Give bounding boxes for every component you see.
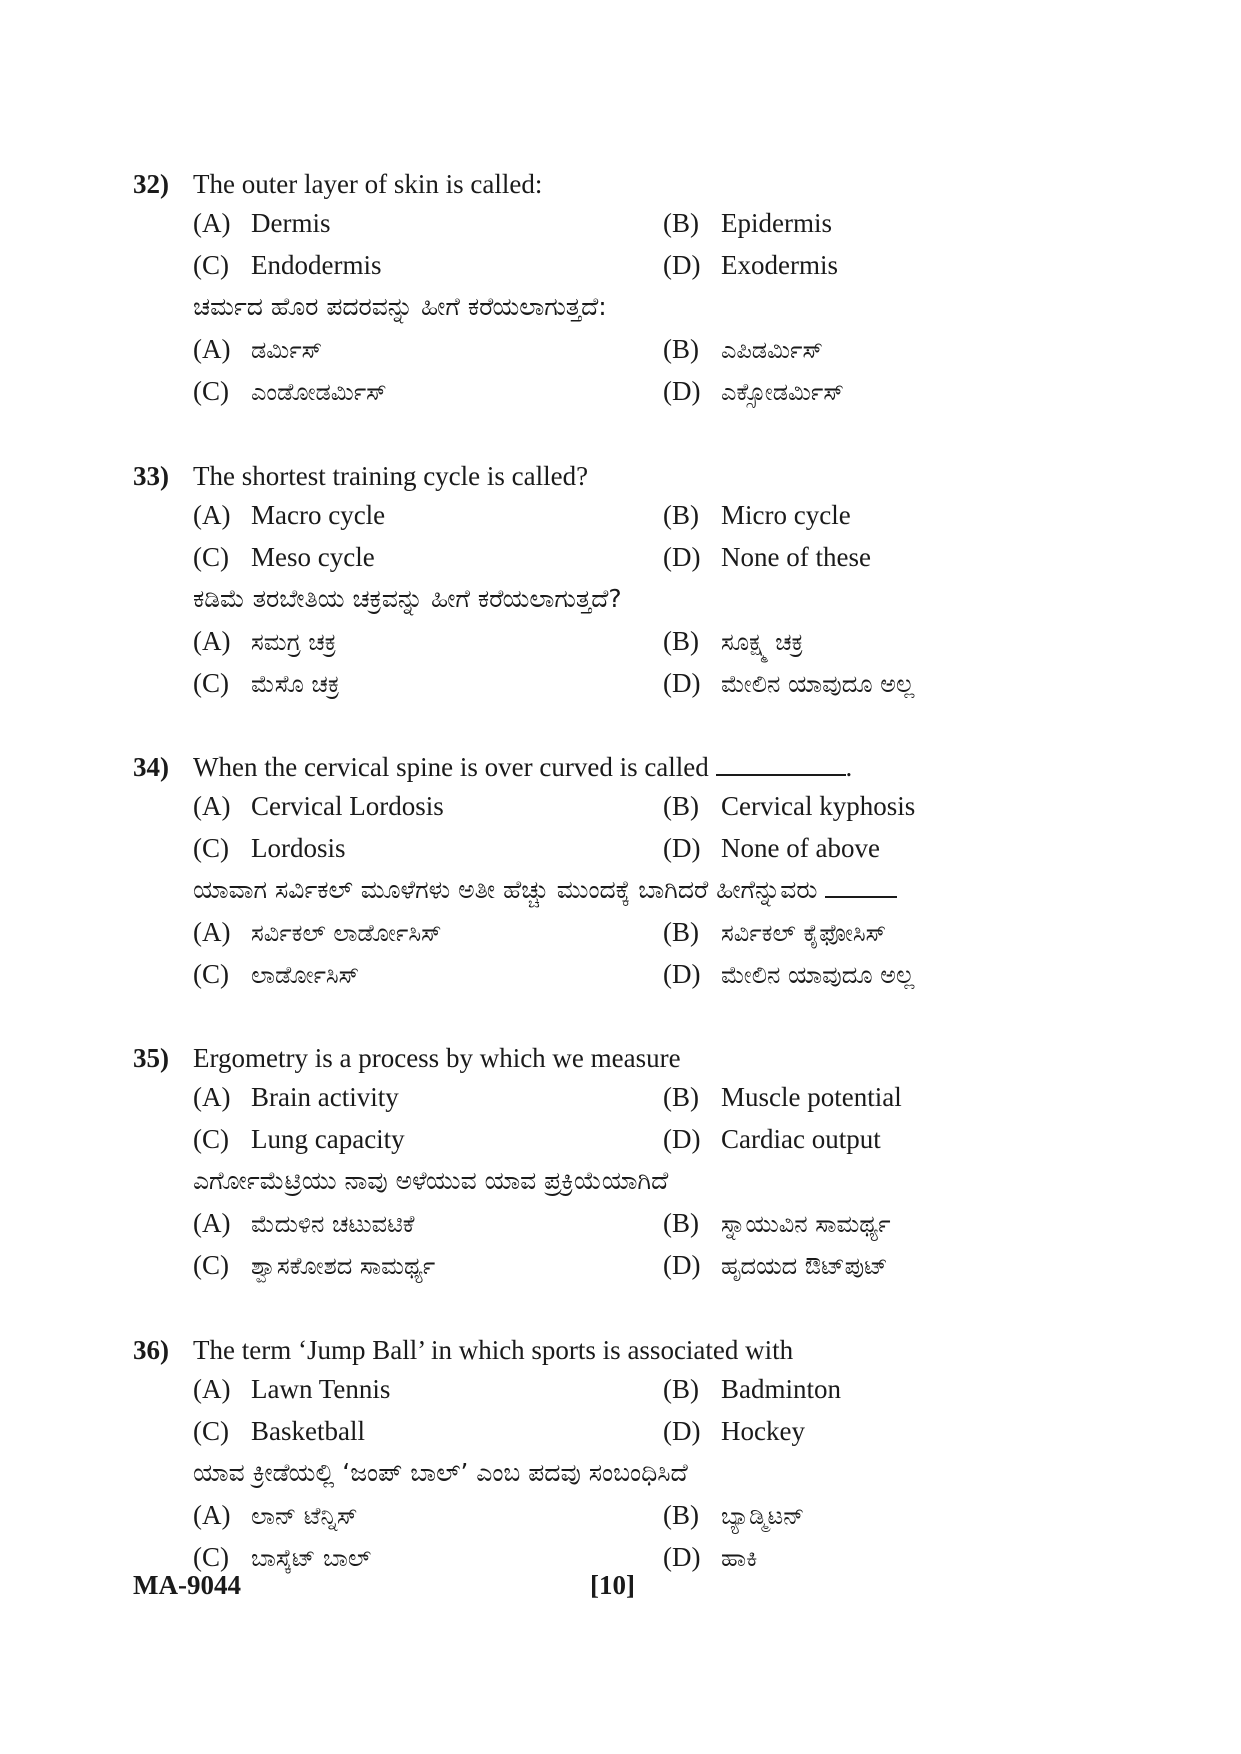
option-c: (C) Lung capacity	[193, 1124, 405, 1154]
option-b: (B) Badminton	[663, 1374, 841, 1404]
option-b-kn: (B) ಸ್ನಾಯುವಿನ ಸಾಮರ್ಥ್ಯ	[663, 1208, 891, 1238]
question-number: 34)	[133, 752, 169, 782]
option-row-kn	[133, 911, 1093, 953]
option-d-kn: (D) ಎಕ್ಸೋಡರ್ಮಿಸ್	[663, 376, 844, 406]
question-text-en: When the cervical spine is over curved is called	[193, 752, 709, 782]
option-a-kn: (A) ಲಾನ್ ಟೆನ್ನಿಸ್	[193, 1500, 358, 1530]
option-a: (A) Brain activity	[193, 1082, 399, 1112]
option-row-kn	[133, 620, 1093, 662]
option-d: (D) Hockey	[663, 1416, 805, 1446]
option-c-kn: (C) ಮೆಸೊ ಚಕ್ರ	[193, 668, 340, 698]
option-c-kn: (C) ಲಾರ್ಡೋಸಿಸ್	[193, 959, 360, 989]
question-33	[133, 458, 1093, 704]
option-row-kn	[133, 1202, 1093, 1244]
question-number: 32)	[133, 169, 169, 199]
option-row-kn	[133, 662, 1093, 704]
option-c-kn: (C) ಎಂಡೋಡರ್ಮಿಸ್	[193, 376, 387, 406]
option-row-kn	[133, 1244, 1093, 1286]
question-text-en: The outer layer of skin is called:	[193, 169, 543, 199]
page-number: [10]	[590, 1570, 635, 1600]
option-row	[133, 536, 1093, 578]
question-stem	[133, 1040, 1093, 1076]
option-b: (B) Cervical kyphosis	[663, 791, 916, 821]
option-d: (D) None of these	[663, 542, 871, 572]
option-a: (A) Dermis	[193, 208, 331, 238]
question-stem: 34) When the cervical spine is over curved is called .	[133, 749, 1093, 785]
option-d-kn: (D) ಹಾಕಿ	[663, 1542, 758, 1572]
option-c: (C) Endodermis	[193, 250, 382, 280]
option-row	[133, 494, 1093, 536]
question-34	[133, 749, 1093, 995]
question-36	[133, 1332, 1093, 1578]
option-c: (C) Lordosis	[193, 833, 346, 863]
option-b-kn: (B) ಸರ್ವಿಕಲ್ ಕೈಫೋಸಿಸ್	[663, 917, 887, 947]
option-d: (D) None of above	[663, 833, 880, 863]
question-text-kn: ಯಾವಾಗ ಸರ್ವಿಕಲ್ ಮೂಳೆಗಳು ಅತೀ ಹೆಚ್ಚು ಮುಂದಕ್ಕೆ ಬಾಗಿದರೆ ಹೀಗೆನ್ನುವರು	[193, 869, 1093, 911]
option-a-kn: (A) ಡರ್ಮಿಸ್	[193, 334, 323, 364]
option-row	[133, 1076, 1093, 1118]
question-text-kn: ಯಾವ ಕ್ರೀಡೆಯಲ್ಲಿ ‘ಜಂಪ್ ಬಾಲ್’ ಎಂಬ ಪದವು ಸಂಬಂಧಿಸಿದೆ	[193, 1458, 688, 1487]
option-d-kn: (D) ಮೇಲಿನ ಯಾವುದೂ ಅಲ್ಲ	[663, 668, 915, 698]
question-number: 36)	[133, 1335, 169, 1365]
option-d: (D) Exodermis	[663, 250, 838, 280]
question-number: 33)	[133, 461, 169, 491]
question-text-en: The term ‘Jump Ball’ in which sports is associated with	[193, 1335, 794, 1365]
option-row	[133, 827, 1093, 869]
question-text-kn: ಚರ್ಮದ ಹೊರ ಪದರವನ್ನು ಹೀಗೆ ಕರೆಯಲಾಗುತ್ತದೆ:	[193, 292, 607, 321]
option-row	[133, 1410, 1093, 1452]
option-row-kn	[133, 370, 1093, 412]
option-b: (B) Epidermis	[663, 208, 832, 238]
question-text-kn: ಕಡಿಮೆ ತರಬೇತಿಯ ಚಕ್ರವನ್ನು ಹೀಗೆ ಕರೆಯಲಾಗುತ್ತದೆ?	[193, 584, 622, 613]
option-row	[133, 202, 1093, 244]
option-b: (B) Micro cycle	[663, 500, 851, 530]
option-d-kn: (D) ಮೇಲಿನ ಯಾವುದೂ ಅಲ್ಲ	[663, 959, 915, 989]
question-stem	[133, 458, 1093, 494]
option-b: (B) Muscle potential	[663, 1082, 902, 1112]
option-c-kn: (C) ಶ್ವಾಸಕೋಶದ ಸಾಮರ್ಥ್ಯ	[193, 1250, 436, 1280]
question-text-en: Ergometry is a process by which we measure	[193, 1043, 681, 1073]
option-row	[133, 244, 1093, 286]
answer-blank	[825, 872, 897, 898]
option-c: (C) Meso cycle	[193, 542, 375, 572]
answer-blank	[716, 750, 846, 776]
question-stem	[133, 166, 1093, 202]
option-a-kn: (A) ಸರ್ವಿಕಲ್ ಲಾರ್ಡೋಸಿಸ್	[193, 917, 442, 947]
paper-code: MA-9044	[133, 1570, 241, 1600]
question-text-kn: ಎರ್ಗೋಮೆಟ್ರಿಯು ನಾವು ಅಳೆಯುವ ಯಾವ ಪ್ರಕ್ರಿಯೆಯಾಗಿದೆ	[193, 1166, 669, 1195]
option-row	[133, 785, 1093, 827]
option-d-kn: (D) ಹೃದಯದ ಔಟ್‌ಪುಟ್	[663, 1250, 888, 1280]
question-35	[133, 1040, 1093, 1286]
option-c-kn: (C) ಬಾಸ್ಕೆಟ್ ಬಾಲ್	[193, 1542, 372, 1572]
option-row-kn	[133, 328, 1093, 370]
question-number: 35)	[133, 1043, 169, 1073]
option-b-kn: (B) ಬ್ಯಾಡ್ಮಿಟನ್	[663, 1500, 805, 1530]
question-text-en: The shortest training cycle is called?	[193, 461, 589, 491]
option-d: (D) Cardiac output	[663, 1124, 881, 1154]
option-c: (C) Basketball	[193, 1416, 365, 1446]
option-row-kn	[133, 1494, 1093, 1536]
option-row-kn	[133, 953, 1093, 995]
option-a-kn: (A) ಸಮಗ್ರ ಚಕ್ರ	[193, 626, 337, 656]
option-a-kn: (A) ಮೆದುಳಿನ ಚಟುವಟಿಕೆ	[193, 1208, 415, 1238]
option-b-kn: (B) ಎಪಿಡರ್ಮಿಸ್	[663, 334, 823, 364]
option-a: (A) Lawn Tennis	[193, 1374, 391, 1404]
option-a: (A) Macro cycle	[193, 500, 386, 530]
question-32	[133, 166, 1093, 412]
question-stem	[133, 1332, 1093, 1368]
option-a: (A) Cervical Lordosis	[193, 791, 444, 821]
option-row	[133, 1368, 1093, 1410]
option-b-kn: (B) ಸೂಕ್ಷ್ಮ ಚಕ್ರ	[663, 626, 804, 656]
option-row	[133, 1118, 1093, 1160]
